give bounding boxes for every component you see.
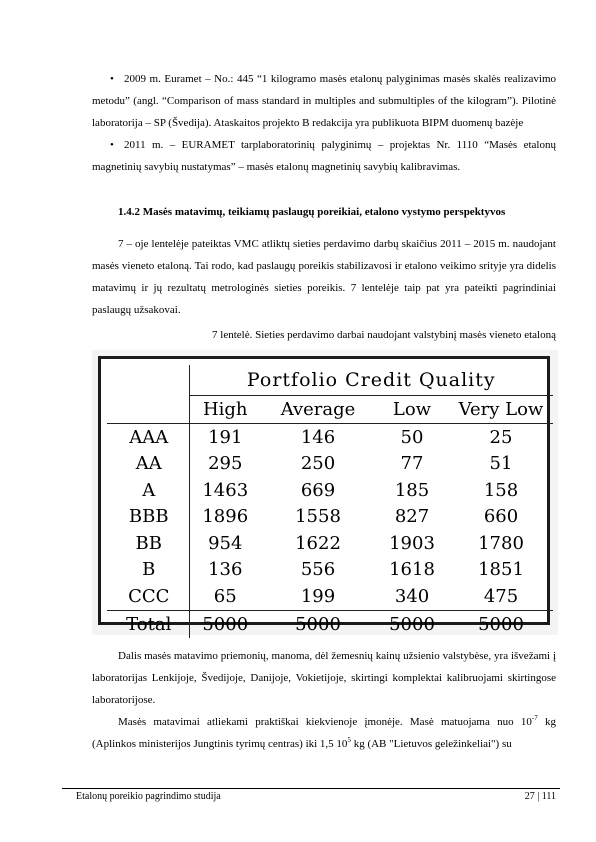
table-row [107, 424, 553, 451]
table-cell: 77 [400, 453, 424, 475]
table-cell: 556 [300, 559, 336, 581]
table-cell: 1896 [202, 506, 249, 528]
list-item [92, 134, 556, 178]
text-run: kg (AB "Lietuvos geležinkeliai") su [350, 738, 512, 750]
row-label: B [107, 557, 189, 584]
section-heading: 1.4.2 Masės matavimų, teikiamų paslaugų poreikiai, etalono vystymo perspektyvos [118, 206, 506, 218]
corner-cell [107, 365, 189, 396]
table-total-row [107, 610, 553, 638]
portfolio-table-image [92, 350, 558, 635]
column-header: Very Low [449, 396, 553, 424]
column-header: Low [375, 396, 449, 424]
table-cell: 5000 [189, 610, 261, 638]
table-cell: 1903 [389, 532, 435, 554]
table-cell: 954 [208, 532, 243, 554]
table-cell: 199 [300, 585, 336, 607]
table-cell: 50 [400, 426, 424, 448]
table-cell: 191 [208, 426, 243, 448]
column-header: Average [261, 396, 375, 424]
table-cell: 669 [300, 479, 336, 501]
table-cell: 827 [394, 506, 430, 528]
paragraph [92, 233, 556, 321]
table-cell: 340 [394, 585, 430, 607]
footer-title: Etalonų poreikio pagrindimo studija [76, 791, 221, 802]
table-cell: 5000 [261, 610, 375, 638]
table-header-row [107, 396, 553, 424]
row-label: BB [107, 530, 189, 557]
exponent: -7 [531, 714, 538, 722]
table-cell: 660 [483, 506, 519, 528]
table-cell: 1622 [295, 532, 341, 554]
text-run: kg (Aplinkos ministerijos Jungtinis tyrimų centras) iki 1,5 10 [92, 716, 556, 750]
table-row [107, 557, 553, 584]
table-row [107, 477, 553, 504]
table-row [107, 530, 553, 557]
bullet-icon: • [110, 139, 114, 151]
bullet-icon: • [110, 73, 114, 85]
table-cell: 136 [208, 559, 243, 581]
table-row [107, 504, 553, 531]
table-cell: 1463 [202, 479, 249, 501]
list-item [92, 68, 556, 134]
table-row [107, 583, 553, 610]
table-cell: 65 [213, 585, 237, 607]
table-cell: 185 [394, 479, 430, 501]
row-label: Total [107, 610, 189, 638]
table-cell: 1780 [478, 532, 524, 554]
bullet-text: 2009 m. Euramet – No.: 445 “1 kilogramo masės etalonų palyginimas masės skalės realizavimo metodu” (angl. “Comparison of mass standard in multiples and submultiples of the kilogram”). Pilotinė laboratorija – SP (Švedija). Ataskaitos projekto B redakcija yra publikuota BIPM duomenų bazėje [92, 73, 556, 129]
paragraph-text: 7 – oje lentelėje pateiktas VMC atliktų sieties perdavimo darbų skaičius 2011 – 2015 m. naudojant masės vieneto etaloną. Tai rodo, kad paslaugų poreikis stabilizavosi ir etalono veikimo srityje yra didelis matavimų ir jų rezultatų metrologinės sieties poreikis. 7 lentelėje taip pat yra pateikti pagrindiniai paslaugų užsakovai. [92, 238, 556, 316]
row-label: CCC [107, 583, 189, 610]
table-cell: 5000 [375, 610, 449, 638]
exponent: 5 [347, 736, 351, 744]
table-cell: 158 [483, 479, 519, 501]
table-cell: 146 [300, 426, 336, 448]
row-label: AA [107, 451, 189, 478]
row-label: BBB [107, 504, 189, 531]
table-cell: 1618 [389, 559, 435, 581]
table-cell: 51 [489, 453, 513, 475]
bullet-text: 2011 m. – EURAMET tarplaboratorinių palyginimų – projektas Nr. 1110 “Masės etalonų magnetinių savybių nustatymas” – masės etalonų magnetinių savybių kalibravimas. [92, 139, 556, 173]
bullet-list [92, 68, 556, 178]
table-cell: 1851 [478, 559, 524, 581]
table-cell: 250 [300, 453, 336, 475]
table-cell: 5000 [449, 610, 553, 638]
page-number: 27 | 111 [524, 791, 556, 802]
row-label: AAA [107, 424, 189, 451]
row-label: A [107, 477, 189, 504]
paragraph-text [92, 711, 556, 755]
text-run: Masės matavimai atliekami praktiškai kiekvienoje įmonėje. Masė matuojama nuo 10 [118, 716, 532, 728]
corner-cell [107, 396, 189, 424]
paragraph [92, 711, 556, 755]
column-header: High [189, 396, 261, 424]
table-title: Portfolio Credit Quality [189, 365, 553, 396]
table-cell: 295 [208, 453, 243, 475]
table-cell: 475 [483, 585, 519, 607]
paragraph-text: Dalis masės matavimo priemonių, manoma, dėl žemesnių kainų užsienio valstybėse, yra išvežami į laboratorijas Lenkijoje, Švedijoje, Danijoje, Vokietijoje, skirtingi komplektai kalibruojami skirtingose laboratorijose. [92, 650, 556, 706]
table-cell: 1558 [295, 506, 341, 528]
table-title-row [107, 365, 553, 396]
table-row [107, 451, 553, 478]
paragraph [92, 645, 556, 711]
table-caption: 7 lentelė. Sieties perdavimo darbai naudojant valstybinį masės vieneto etaloną [212, 329, 556, 341]
table-cell: 25 [489, 426, 513, 448]
footer-divider [62, 788, 560, 789]
table-frame [98, 356, 550, 635]
portfolio-credit-quality-table [107, 365, 553, 638]
